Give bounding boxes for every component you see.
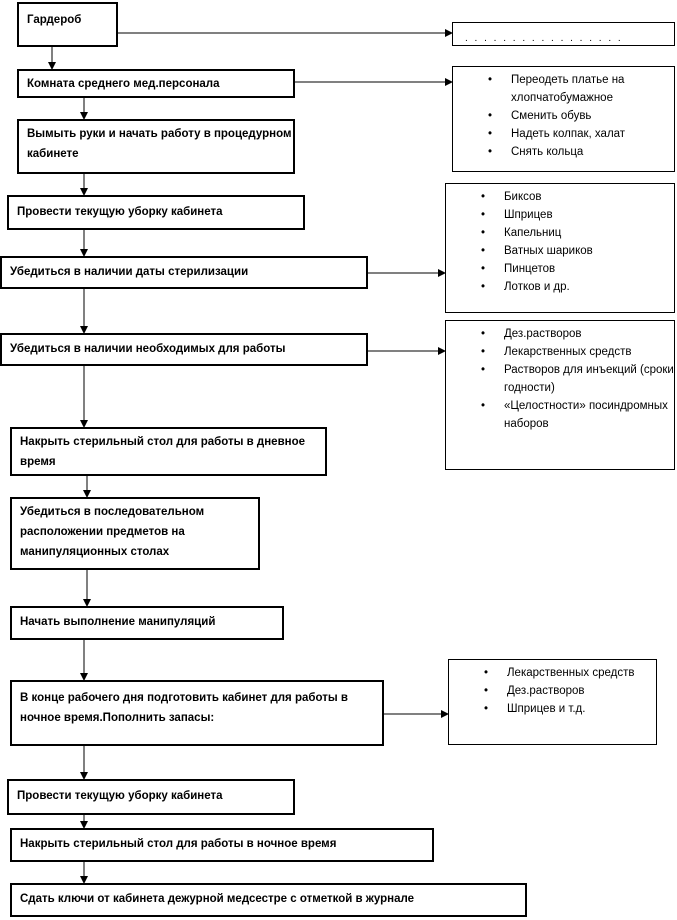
- step-wash-hands: Вымыть руки и начать работу в процедурном кабинете: [17, 119, 295, 174]
- step-day-table: Накрыть стерильный стол для работы в дневное время: [10, 427, 327, 476]
- list-item: • Переодеть платье на хлопчатобумажное: [511, 71, 674, 107]
- side-supplies-list: [448, 659, 657, 745]
- step-cleaning: Провести текущую уборку кабинета: [7, 195, 305, 230]
- step-hand-over-keys: Сдать ключи от кабинета дежурной медсестре с отметкой в журнале: [10, 883, 527, 917]
- list-item: • Капельниц: [504, 224, 674, 242]
- step-night-table: Накрыть стерильный стол для работы в ночное время: [10, 828, 434, 862]
- list-item: • Дез.растворов: [504, 325, 674, 343]
- side-blank-box: [452, 22, 675, 46]
- list-item: • Дез.растворов: [507, 682, 656, 700]
- step-check-necessary: Убедиться в наличии необходимых для работы: [0, 333, 368, 366]
- list-item: • Пинцетов: [504, 260, 674, 278]
- list-item: • Надеть колпак, халат: [511, 125, 674, 143]
- side-personnel-list: [452, 66, 675, 172]
- list-item: • Лекарственных средств: [507, 664, 656, 682]
- step-wardrobe: Гардероб: [17, 2, 118, 47]
- side-necessary-list: [445, 320, 675, 470]
- list-item: • Ватных шариков: [504, 242, 674, 260]
- list-item: • Растворов для инъекций (сроки годности): [504, 361, 674, 397]
- list-item: • Лотков и др.: [504, 278, 674, 296]
- step-sterilization-date: Убедиться в наличии даты стерилизации: [0, 256, 368, 289]
- list-item: • Биксов: [504, 188, 674, 206]
- step-arrangement: Убедиться в последовательном расположении предметов на манипуляционных столах: [10, 497, 260, 570]
- step-start-manipulations: Начать выполнение манипуляций: [10, 606, 284, 640]
- list-item: • Лекарственных средств: [504, 343, 674, 361]
- list-item: • Сменить обувь: [511, 107, 674, 125]
- step-personnel-room: Комната среднего мед.персонала: [17, 69, 295, 98]
- dotted-placeholder: . . . . . . . . . . . . . . . . .: [465, 33, 623, 44]
- list-item: • Снять кольца: [511, 143, 674, 161]
- step-end-of-day: В конце рабочего дня подготовить кабинет для работы в ночное время.Пополнить запасы:: [10, 680, 384, 746]
- side-sterilization-list: [445, 183, 675, 313]
- list-item: • Шприцев: [504, 206, 674, 224]
- step-cleaning-2: Провести текущую уборку кабинета: [7, 779, 295, 815]
- list-item: • «Целостности» посиндромных наборов: [504, 397, 674, 433]
- list-item: • Шприцев и т.д.: [507, 700, 656, 718]
